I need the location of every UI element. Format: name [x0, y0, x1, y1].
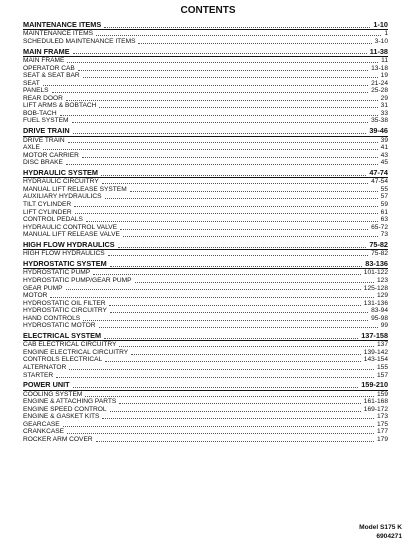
toc-entry[interactable]	[23, 193, 388, 201]
toc-section-heading[interactable]	[23, 21, 388, 30]
toc-section-heading[interactable]	[23, 260, 388, 269]
dot-leader	[123, 235, 378, 237]
entry-label: HYDRAULIC CONTROL VALVE	[23, 223, 118, 231]
toc-entry[interactable]	[23, 349, 388, 357]
entry-page: 39	[380, 136, 388, 144]
toc-entry[interactable]	[23, 72, 388, 80]
toc-entry[interactable]	[23, 216, 388, 224]
dot-leader	[72, 121, 369, 123]
entry-label: CONTROLS ELECTRICAL	[23, 356, 103, 364]
dot-leader	[66, 99, 378, 101]
dot-leader	[109, 304, 361, 306]
dot-leader	[83, 76, 378, 78]
dot-leader	[105, 197, 378, 199]
toc-entry[interactable]	[23, 436, 388, 444]
entry-label: ROCKER ARM COVER	[23, 435, 93, 443]
entry-label: TILT CYLINDER	[23, 200, 72, 208]
dot-leader	[73, 386, 359, 388]
entry-label: HYDRAULIC CIRCUITRY	[23, 178, 99, 186]
model-info	[359, 523, 402, 541]
entry-page: 161-168	[363, 398, 388, 406]
dot-leader	[110, 265, 363, 267]
toc-entry[interactable]	[23, 322, 388, 330]
dot-leader	[102, 182, 368, 184]
entry-page: 75-82	[371, 250, 388, 258]
dot-leader	[73, 132, 367, 134]
toc-section-heading[interactable]	[23, 241, 388, 250]
entry-page: 139-142	[363, 348, 388, 356]
entry-label: ENGINE & GASKET KITS	[23, 413, 100, 421]
entry-label: COOLING SYSTEM	[23, 390, 83, 398]
entry-label: GEAR PUMP	[23, 284, 63, 292]
entry-label: MAINTENANCE ITEMS	[23, 30, 93, 38]
entry-label: HYDROSTATIC PUMP	[23, 269, 91, 277]
entry-page: 125-128	[363, 284, 388, 292]
entry-label: HYDROSTATIC MOTOR	[23, 322, 96, 330]
dot-leader	[108, 254, 368, 256]
entry-page: 123	[376, 276, 388, 284]
entry-page: 35-38	[371, 117, 388, 125]
entry-page: 83-94	[371, 307, 388, 315]
toc-entry[interactable]	[23, 57, 388, 65]
toc-entry[interactable]	[23, 201, 388, 209]
dot-leader	[105, 360, 361, 362]
section-label: HYDROSTATIC SYSTEM	[23, 259, 107, 268]
entry-page: 1	[384, 30, 388, 38]
entry-label: HAND CONTROLS	[23, 314, 81, 322]
toc-entry[interactable]	[23, 65, 388, 73]
entry-page: 175	[376, 420, 388, 428]
toc-section-heading[interactable]	[23, 332, 388, 341]
toc-entry[interactable]	[23, 250, 388, 258]
section-page-range: 137-158	[361, 330, 388, 340]
section-page-range: 39-46	[369, 126, 388, 136]
entry-label: HYDROSTATIC CIRCUITRY	[23, 307, 107, 315]
toc-entry[interactable]	[23, 315, 388, 323]
entry-label: HYDROSTATIC OIL FILTER	[23, 299, 106, 307]
entry-label: MANUAL LIFT RELEASE SYSTEM	[23, 185, 127, 193]
toc-entry[interactable]	[23, 413, 388, 421]
table-of-contents	[23, 21, 388, 446]
toc-entry[interactable]	[23, 341, 388, 349]
toc-entry[interactable]	[23, 95, 388, 103]
dot-leader	[120, 228, 368, 230]
dot-leader	[96, 34, 381, 36]
section-page-range: 75-82	[369, 239, 388, 249]
section-label: HYDRAULIC SYSTEM	[23, 167, 98, 177]
entry-page: 65-72	[371, 223, 388, 231]
entry-page: 43	[380, 151, 388, 159]
entry-page: 129	[376, 292, 388, 300]
toc-entry[interactable]	[23, 209, 388, 217]
entry-page: 63	[380, 216, 388, 224]
toc-entry[interactable]	[23, 38, 388, 46]
entry-page: 173	[376, 413, 388, 421]
dot-leader	[74, 205, 378, 207]
entry-label: SCHEDULED MAINTENANCE ITEMS	[23, 37, 136, 45]
dot-leader	[66, 288, 361, 290]
dot-leader	[78, 69, 368, 71]
entry-label: HYDROSTATIC PUMP/GEAR PUMP	[23, 276, 132, 284]
section-page-range: 11-38	[369, 46, 388, 56]
entry-label: ENGINE ELECTRICAL CIRCUITRY	[23, 348, 129, 356]
dot-leader	[104, 337, 358, 339]
dot-leader	[110, 410, 361, 412]
entry-label: STARTER	[23, 371, 54, 379]
entry-label: DRIVE TRAIN	[23, 136, 65, 144]
toc-section	[23, 381, 388, 443]
entry-page: 155	[376, 364, 388, 371]
toc-entry[interactable]	[23, 428, 388, 436]
dot-leader	[110, 311, 368, 313]
toc-entry[interactable]	[23, 398, 388, 406]
toc-section	[23, 260, 388, 330]
entry-page: 61	[380, 208, 388, 216]
toc-entry[interactable]	[23, 292, 388, 300]
toc-entry[interactable]	[23, 307, 388, 315]
entry-label: FUEL SYSTEM	[23, 117, 69, 125]
dot-leader	[93, 273, 361, 275]
toc-entry[interactable]	[23, 110, 388, 118]
toc-section	[23, 332, 388, 379]
entry-label: MANUAL LIFT RELEASE VALVE	[23, 231, 120, 239]
toc-entry[interactable]	[23, 152, 388, 160]
page-title: CONTENTS	[180, 5, 236, 16]
dot-leader	[118, 246, 367, 248]
entry-page: 41	[380, 144, 388, 152]
entry-label: GEARCASE	[23, 420, 60, 428]
dot-leader	[69, 368, 374, 370]
toc-entry[interactable]	[23, 178, 388, 186]
toc-entry[interactable]	[23, 224, 388, 232]
entry-label: ENGINE & ATTACHING PARTS	[23, 398, 117, 406]
entry-label: PANELS	[23, 87, 49, 95]
entry-page: 57	[380, 193, 388, 201]
dot-leader	[67, 61, 378, 63]
toc-section	[23, 127, 388, 167]
entry-label: MOTOR	[23, 292, 48, 300]
entry-page: 131-136	[363, 299, 388, 307]
model-name: Model S175 K	[359, 524, 402, 531]
dot-leader	[83, 319, 368, 321]
dot-leader	[66, 163, 378, 165]
dot-leader	[43, 148, 378, 150]
section-label: POWER UNIT	[23, 380, 70, 390]
entry-page: 177	[376, 428, 388, 436]
entry-page: 11	[381, 57, 388, 65]
dot-leader	[85, 395, 374, 397]
section-page-range: 83-136	[365, 259, 388, 268]
entry-label: LIFT ARMS & BOBTACH	[23, 102, 97, 110]
dot-leader	[43, 84, 368, 86]
toc-entry[interactable]	[23, 80, 388, 88]
entry-label: ENGINE SPEED CONTROL	[23, 405, 107, 413]
dot-leader	[75, 212, 378, 214]
dot-leader	[101, 174, 366, 176]
toc-section	[23, 169, 388, 239]
toc-entry[interactable]	[23, 372, 388, 380]
dot-leader	[52, 91, 369, 93]
toc-entry[interactable]	[23, 300, 388, 308]
entry-page: 31	[380, 102, 388, 110]
toc-entry[interactable]	[23, 269, 388, 277]
section-page-range: 47-74	[369, 167, 388, 177]
toc-section-heading[interactable]	[23, 169, 388, 178]
entry-page: 169-172	[363, 405, 388, 413]
entry-label: AXLE	[23, 144, 40, 152]
entry-page: 47-54	[371, 178, 388, 186]
dot-leader	[67, 432, 374, 434]
dot-leader	[99, 326, 378, 328]
dot-leader	[119, 402, 360, 404]
dot-leader	[63, 425, 374, 427]
entry-label: BOB-TACH	[23, 109, 57, 117]
section-page-range: 159-210	[361, 380, 388, 390]
dot-leader	[60, 114, 378, 116]
entry-page: 99	[380, 322, 388, 330]
toc-entry[interactable]	[23, 285, 388, 293]
toc-entry[interactable]	[23, 186, 388, 194]
entry-label: SEAT	[23, 79, 40, 87]
section-label: ELECTRICAL SYSTEM	[23, 330, 102, 340]
toc-entry[interactable]	[23, 421, 388, 429]
entry-page: 159	[376, 390, 388, 398]
dot-leader	[135, 281, 374, 283]
entry-page: 29	[380, 94, 388, 102]
entry-page: 25-28	[371, 87, 388, 95]
entry-label: CAB ELECTRICAL CIRCUITRY	[23, 341, 117, 349]
toc-entry[interactable]	[23, 144, 388, 152]
entry-label: OPERATOR CAB	[23, 64, 75, 72]
dot-leader	[138, 42, 371, 44]
section-label: DRIVE TRAIN	[23, 126, 70, 136]
entry-label: LIFT CYLINDER	[23, 208, 72, 216]
toc-entry[interactable]	[23, 406, 388, 414]
dot-leader	[73, 52, 367, 54]
toc-section-heading[interactable]	[23, 48, 388, 57]
toc-section-heading[interactable]	[23, 127, 388, 136]
entry-label: ALTERNATOR	[23, 364, 67, 371]
toc-entry[interactable]	[23, 391, 388, 399]
entry-page: 19	[380, 72, 388, 80]
toc-section	[23, 48, 388, 125]
entry-page: 3-10	[374, 37, 388, 45]
entry-page: 13-18	[371, 64, 388, 72]
section-page-range: 1-10	[373, 19, 388, 29]
dot-leader	[131, 353, 361, 355]
toc-entry[interactable]	[23, 364, 388, 372]
entry-label: DISC BRAKE	[23, 159, 63, 167]
entry-label: CRANKCASE	[23, 428, 65, 436]
toc-entry[interactable]	[23, 87, 388, 95]
entry-label: SEAT & SEAT BAR	[23, 72, 80, 80]
entry-page: 137	[376, 341, 388, 349]
toc-entry[interactable]	[23, 117, 388, 125]
dot-leader	[68, 141, 378, 143]
dot-leader	[82, 156, 378, 158]
entry-page: 21-24	[371, 79, 388, 87]
entry-page: 157	[376, 371, 388, 379]
toc-entry[interactable]	[23, 159, 388, 167]
entry-label: HIGH FLOW HYDRAULICS	[23, 250, 105, 258]
toc-section	[23, 21, 388, 45]
toc-section-heading[interactable]	[23, 381, 388, 390]
dot-leader	[50, 296, 374, 298]
entry-page: 143-154	[363, 356, 388, 364]
dot-leader	[96, 440, 374, 442]
entry-page: 73	[380, 231, 388, 239]
dot-leader	[104, 26, 370, 28]
entry-label: MAIN FRAME	[23, 57, 65, 65]
entry-label: REAR DOOR	[23, 94, 63, 102]
entry-page: 101-122	[363, 269, 388, 277]
toc-section	[23, 241, 388, 258]
entry-label: CONTROL PEDALS	[23, 216, 83, 224]
entry-page: 179	[376, 435, 388, 443]
entry-label: AUXILIARY HYDRAULICS	[23, 193, 102, 201]
toc-entry[interactable]	[23, 30, 388, 38]
entry-page: 33	[380, 109, 388, 117]
section-label: MAINTENANCE ITEMS	[23, 19, 102, 29]
toc-entry[interactable]	[23, 356, 388, 364]
dot-leader	[99, 106, 377, 108]
dot-leader	[119, 345, 374, 347]
entry-label: MOTOR CARRIER	[23, 151, 79, 159]
entry-page: 45	[380, 159, 388, 167]
dot-leader	[56, 376, 374, 378]
section-label: HIGH FLOW HYDRAULICS	[23, 239, 115, 249]
entry-page: 55	[380, 185, 388, 193]
dot-leader	[102, 417, 374, 419]
toc-entry[interactable]	[23, 137, 388, 145]
model-code: 6904271	[376, 533, 402, 540]
entry-page: 95-98	[371, 314, 388, 322]
toc-entry[interactable]	[23, 231, 388, 239]
toc-entry[interactable]	[23, 102, 388, 110]
dot-leader	[130, 190, 378, 192]
entry-page: 59	[380, 200, 388, 208]
toc-entry[interactable]	[23, 277, 388, 285]
dot-leader	[86, 220, 378, 222]
section-label: MAIN FRAME	[23, 46, 70, 56]
